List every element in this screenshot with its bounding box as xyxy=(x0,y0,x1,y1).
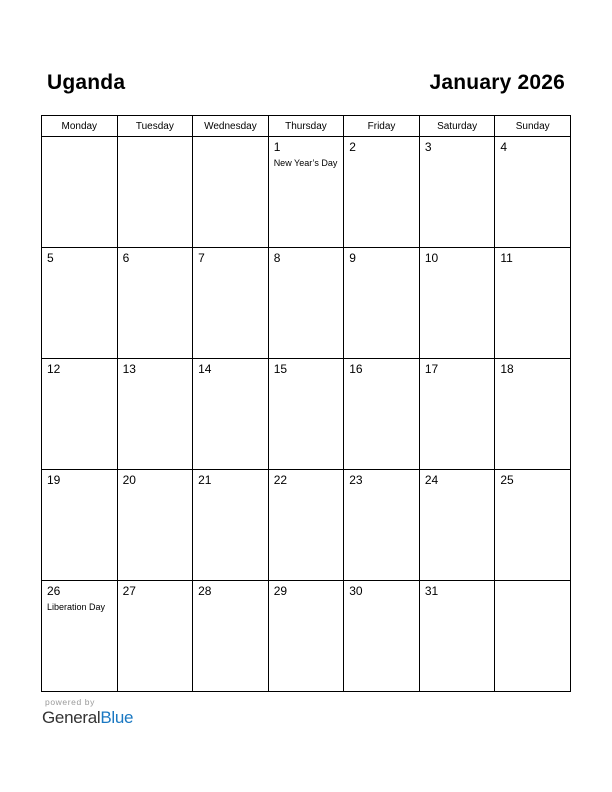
weekday-header-monday: Monday xyxy=(42,116,118,137)
brand-blue-text: Blue xyxy=(100,708,134,727)
day-number: 16 xyxy=(349,362,363,376)
day-number: 20 xyxy=(122,473,136,487)
day-number: 3 xyxy=(424,140,432,154)
day-cell-content xyxy=(269,470,344,491)
day-cell[interactable] xyxy=(193,581,269,692)
week-row xyxy=(42,248,571,359)
month-title: January 2026 xyxy=(429,71,565,94)
day-cell[interactable] xyxy=(495,581,571,692)
day-number: 6 xyxy=(122,251,130,265)
day-number: 22 xyxy=(273,473,288,487)
day-cell-content xyxy=(420,137,495,158)
powered-by-text: powered by xyxy=(45,697,95,707)
day-cell-content xyxy=(420,248,495,269)
day-number: 4 xyxy=(500,140,508,154)
day-cell-content xyxy=(269,248,344,269)
day-cell-content xyxy=(42,470,117,491)
brand-general-text: General xyxy=(42,708,101,727)
week-row xyxy=(42,137,571,248)
day-cell-content xyxy=(118,581,193,602)
weekday-header-sunday: Sunday xyxy=(495,116,571,137)
weekday-header-thursday: Thursday xyxy=(268,116,344,137)
day-cell-content xyxy=(420,470,495,491)
day-cell[interactable] xyxy=(42,248,118,359)
day-cell[interactable] xyxy=(495,470,571,581)
day-cell[interactable] xyxy=(419,137,495,248)
day-number: 27 xyxy=(122,584,136,598)
day-cell[interactable] xyxy=(193,470,269,581)
day-cell-content xyxy=(193,470,268,491)
day-number: 17 xyxy=(424,362,439,376)
day-cell[interactable] xyxy=(193,137,269,248)
day-cell[interactable] xyxy=(344,581,420,692)
day-cell-content xyxy=(42,248,117,269)
day-number: 25 xyxy=(500,473,514,487)
day-number: 30 xyxy=(349,584,363,598)
day-cell-content xyxy=(118,248,193,269)
day-number: 26 xyxy=(47,584,61,598)
day-number: 15 xyxy=(273,362,288,376)
day-cell-content xyxy=(269,137,344,173)
day-cell[interactable] xyxy=(495,359,571,470)
day-cell[interactable] xyxy=(268,137,344,248)
day-cell[interactable] xyxy=(419,470,495,581)
day-cell[interactable] xyxy=(344,470,420,581)
day-cell-content xyxy=(193,581,268,602)
day-cell[interactable] xyxy=(42,470,118,581)
day-number: 24 xyxy=(424,473,439,487)
day-cell[interactable] xyxy=(193,248,269,359)
day-number: 7 xyxy=(198,251,205,265)
day-number: 29 xyxy=(273,584,288,598)
day-number: 28 xyxy=(198,584,212,598)
day-cell-content xyxy=(495,581,570,587)
day-cell[interactable] xyxy=(344,359,420,470)
day-number: 23 xyxy=(349,473,363,487)
day-cell[interactable] xyxy=(42,137,118,248)
day-cell-content xyxy=(495,359,570,380)
day-cell[interactable] xyxy=(268,248,344,359)
day-cell-content xyxy=(42,359,117,380)
day-cell[interactable] xyxy=(419,581,495,692)
day-cell-content xyxy=(420,581,495,602)
weekday-header-tuesday: Tuesday xyxy=(117,116,193,137)
day-number: 14 xyxy=(198,362,212,376)
day-cell-content xyxy=(42,581,117,617)
day-number: 5 xyxy=(47,251,54,265)
week-row xyxy=(42,470,571,581)
holiday-label: New Year’s Day xyxy=(273,158,338,168)
week-row xyxy=(42,581,571,692)
week-row xyxy=(42,359,571,470)
day-cell[interactable] xyxy=(268,470,344,581)
day-number: 13 xyxy=(122,362,136,376)
generalblue-logo[interactable] xyxy=(42,708,133,728)
weekday-header-row xyxy=(42,116,571,137)
day-cell-content xyxy=(118,470,193,491)
day-number: 9 xyxy=(349,251,356,265)
weekday-header-wednesday: Wednesday xyxy=(193,116,269,137)
day-number: 19 xyxy=(47,473,61,487)
holiday-label: Liberation Day xyxy=(47,602,106,612)
day-cell[interactable] xyxy=(419,248,495,359)
day-cell-content xyxy=(344,470,419,491)
country-title: Uganda xyxy=(47,71,126,94)
day-cell[interactable] xyxy=(495,248,571,359)
day-cell[interactable] xyxy=(117,137,193,248)
day-cell-content xyxy=(420,359,495,380)
day-number: 8 xyxy=(273,251,281,265)
day-number: 2 xyxy=(349,140,356,154)
day-number: 12 xyxy=(47,362,61,376)
day-cell[interactable] xyxy=(495,137,571,248)
day-cell[interactable] xyxy=(419,359,495,470)
day-cell-content xyxy=(193,248,268,269)
day-number: 1 xyxy=(273,140,281,154)
day-cell[interactable] xyxy=(42,359,118,470)
day-cell-content xyxy=(118,137,193,143)
day-cell-content xyxy=(118,359,193,380)
day-cell[interactable] xyxy=(268,581,344,692)
day-cell-content xyxy=(495,470,570,491)
day-cell[interactable] xyxy=(193,359,269,470)
weekday-header-friday: Friday xyxy=(344,116,420,137)
day-number: 10 xyxy=(424,251,439,265)
day-cell-content xyxy=(495,248,570,269)
day-cell-content xyxy=(269,359,344,380)
day-cell[interactable] xyxy=(344,137,420,248)
day-cell-content xyxy=(344,581,419,602)
day-cell[interactable] xyxy=(117,359,193,470)
day-cell-content xyxy=(495,137,570,158)
weekday-header-saturday: Saturday xyxy=(419,116,495,137)
day-cell-content xyxy=(269,581,344,602)
day-cell[interactable] xyxy=(117,581,193,692)
day-cell[interactable] xyxy=(117,248,193,359)
day-cell-content xyxy=(344,248,419,269)
day-cell-content xyxy=(344,359,419,380)
day-cell[interactable] xyxy=(268,359,344,470)
day-number: 31 xyxy=(424,584,439,598)
day-cell-content xyxy=(193,359,268,380)
day-cell-content xyxy=(193,137,268,143)
day-cell-content xyxy=(344,137,419,158)
day-number: 21 xyxy=(198,473,212,487)
day-cell-content xyxy=(42,137,117,143)
calendar-grid xyxy=(41,115,571,692)
day-cell[interactable] xyxy=(117,470,193,581)
day-cell[interactable] xyxy=(344,248,420,359)
day-cell[interactable] xyxy=(42,581,118,692)
day-number: 18 xyxy=(500,362,514,376)
day-number: 11 xyxy=(500,251,513,265)
